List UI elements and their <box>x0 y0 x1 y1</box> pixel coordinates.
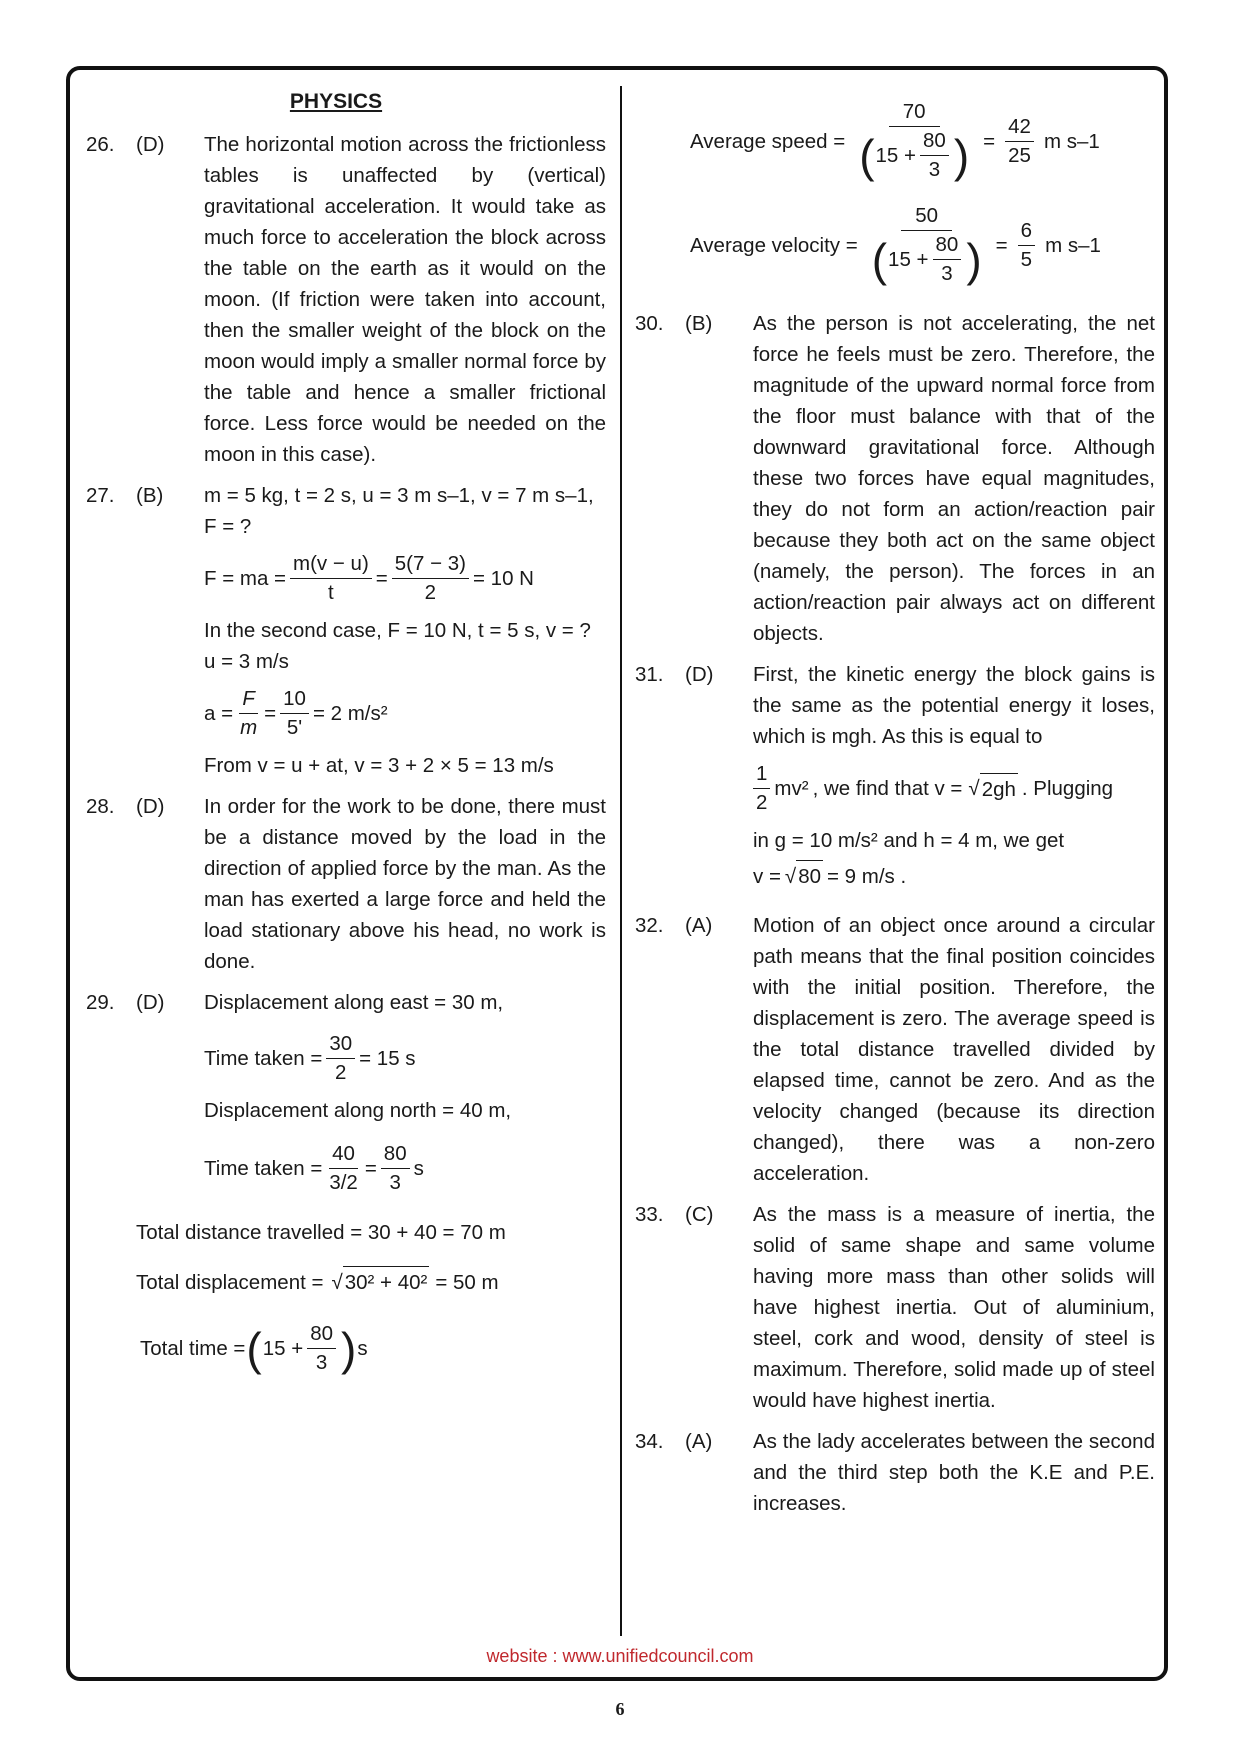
kinetic-energy-line <box>753 760 1155 817</box>
explanation <box>204 987 606 1205</box>
fraction <box>392 550 469 607</box>
explanation-text: . Plugging <box>1021 777 1114 800</box>
denominator <box>868 231 986 288</box>
question-number: 31. <box>635 663 664 686</box>
explanation-text: , we find that v = <box>812 777 963 800</box>
force-equation <box>204 550 606 607</box>
equals: = <box>983 129 996 153</box>
numerator: 1 <box>753 760 770 789</box>
question-26 <box>86 129 606 470</box>
question-32 <box>635 910 1155 1189</box>
explanation: As the person is not accelerating, the net force he feels must be zero. Therefore, the magnitude of the upward normal force from the floor must balance with that of the downward gravitational force. Although these two forces have equal magnitudes, they do not form an action/reaction pair because they both act on the same object (namely, the person). The forces in an action/reaction pair always act on different objects. <box>753 312 1155 645</box>
eq-rhs: = 10 N <box>473 567 534 590</box>
denominator: 2 <box>756 791 768 814</box>
right-column <box>635 82 1155 1529</box>
numerator: 40 <box>329 1140 358 1169</box>
question-number: 26. <box>86 133 115 156</box>
term: mv² <box>774 777 809 800</box>
eq-lhs: Total time = <box>140 1337 246 1360</box>
fraction <box>920 127 949 184</box>
numerator: 10 <box>280 685 309 714</box>
displacement-north: Displacement along north = 40 m, <box>204 1099 512 1122</box>
eq-rhs: = 9 m/s . <box>827 864 907 888</box>
eq-lhs: Average velocity = <box>690 233 858 257</box>
denominator: 5' <box>286 716 303 739</box>
fraction <box>1018 217 1035 274</box>
radicand: 2gh <box>980 773 1018 805</box>
term: 15 + <box>262 1337 304 1360</box>
velocity-result <box>753 860 1155 892</box>
question-number: 30. <box>635 312 664 335</box>
answer-option: (B) <box>136 484 164 507</box>
left-paren: ( <box>859 129 875 182</box>
initial-velocity: u = 3 m/s <box>204 650 289 673</box>
average-speed-equation <box>690 98 1155 184</box>
question-30 <box>635 308 1155 649</box>
sqrt-sign: √ <box>784 864 797 888</box>
fraction <box>326 1030 355 1087</box>
explanation: In order for the work to be done, there must be a distance moved by the load in the direction of applied force by the man. As the man has exerted a large force and held the load stationary above his head, no work is done. <box>204 795 606 973</box>
radicand: 80 <box>796 860 823 892</box>
denominator: 5 <box>1020 247 1033 271</box>
numerator: 80 <box>920 127 949 156</box>
final-velocity: From v = u + at, v = 3 + 2 × 5 = 13 m/s <box>204 754 554 777</box>
numerator: 6 <box>1018 217 1035 246</box>
eq-lhs: F = ma = <box>204 567 287 590</box>
term: 15 + <box>888 247 929 271</box>
denominator: 3/2 <box>329 1171 358 1194</box>
numerator: m(v − u) <box>290 550 372 579</box>
eq-rhs: s <box>357 1337 368 1360</box>
denominator: 3 <box>315 1351 328 1374</box>
unit: m s–1 <box>1043 129 1100 153</box>
numerator: 30 <box>326 1030 355 1059</box>
denominator: 2 <box>335 1061 347 1084</box>
radicand: 30² + 40² <box>343 1266 430 1298</box>
total-distance: Total distance travelled = 30 + 40 = 70 m <box>136 1221 506 1244</box>
question-number: 28. <box>86 795 115 818</box>
page-number: 6 <box>615 1699 625 1719</box>
right-paren: ) <box>966 233 982 286</box>
explanation <box>753 659 1155 900</box>
unit: m s–1 <box>1045 233 1101 257</box>
answer-option: (D) <box>136 133 165 156</box>
eq-lhs: Total displacement = <box>136 1270 324 1294</box>
denominator: 3 <box>389 1171 401 1194</box>
question-number: 29. <box>86 991 115 1014</box>
numerator: 80 <box>933 231 962 260</box>
numerator: 80 <box>381 1140 410 1169</box>
total-displacement-equation <box>136 1266 606 1298</box>
fraction <box>1005 113 1034 170</box>
explanation: As the mass is a measure of inertia, the solid of same shape and same volume having more mass than other solids will have highest inertia. Out of aluminium, steel, cork and wood, density of steel is maximum. Therefore, solid made up of steel would have highest inertia. <box>753 1203 1155 1412</box>
equals: = <box>375 567 388 590</box>
denominator: 25 <box>1008 143 1031 167</box>
explanation: Motion of an object once around a circular path means that the final position coincides with the initial position. Therefore, the displacement is zero. The average speed is the total distance travelled divided by elapsed time, cannot be zero. And as the velocity changed (because its direction changed), there was a non-zero acceleration. <box>753 914 1155 1185</box>
question-27 <box>86 480 606 781</box>
explanation: As the lady accelerates between the second and the third step both the K.E and P.E. increases. <box>753 1430 1155 1515</box>
column-divider <box>620 86 622 1636</box>
term: 15 + <box>875 143 917 167</box>
answer-option: (B) <box>685 312 713 335</box>
answer-option: (C) <box>685 1203 714 1226</box>
question-33 <box>635 1199 1155 1416</box>
equals: = <box>995 233 1008 257</box>
answer-option: (D) <box>136 795 165 818</box>
question-number: 33. <box>635 1203 664 1226</box>
eq-rhs: = 50 m <box>435 1270 499 1294</box>
question-29 <box>86 987 606 1205</box>
left-paren: ( <box>871 233 888 286</box>
fraction <box>290 550 372 607</box>
question-number: 34. <box>635 1430 664 1453</box>
numerator: F <box>239 685 258 714</box>
eq-lhs: v = <box>753 864 781 888</box>
explanation-text: First, the kinetic energy the block gains is the same as the potential energy it loses, which is mgh. As this is equal to <box>753 663 1155 748</box>
question-number: 27. <box>86 484 115 507</box>
sqrt-sign: √ <box>331 1270 343 1294</box>
fraction <box>237 685 260 742</box>
denominator: t <box>328 581 334 604</box>
second-case: In the second case, F = 10 N, t = 5 s, v = ? <box>204 619 591 642</box>
website-footer[interactable]: website : www.unifiedcouncil.com <box>486 1646 754 1666</box>
denominator <box>855 127 973 184</box>
numerator: 5(7 − 3) <box>392 550 469 579</box>
question-29-continued <box>86 1217 606 1377</box>
acceleration-equation <box>204 685 606 742</box>
fraction <box>855 98 973 184</box>
question-28 <box>86 791 606 977</box>
explanation-text: in g = 10 m/s² and h = 4 m, we get <box>753 829 1065 852</box>
eq-lhs: Time taken = <box>204 1047 323 1070</box>
given-values: m = 5 kg, t = 2 s, u = 3 m s–1, v = 7 m s–1, F = ? <box>204 484 594 538</box>
left-column <box>86 82 606 1385</box>
fraction <box>381 1140 410 1197</box>
displacement-east: Displacement along east = 30 m, <box>204 991 504 1014</box>
fraction <box>326 1140 361 1197</box>
fraction <box>868 202 986 288</box>
numerator: 50 <box>901 202 952 231</box>
answer-option: (D) <box>685 663 714 686</box>
numerator: 42 <box>1005 113 1034 142</box>
equals: = <box>364 1157 377 1180</box>
answer-option: (A) <box>685 1430 713 1453</box>
left-paren: ( <box>246 1322 262 1375</box>
question-29-averages <box>635 98 1155 288</box>
question-31 <box>635 659 1155 900</box>
eq-lhs: a = <box>204 702 234 725</box>
total-time-equation <box>136 1320 606 1377</box>
explanation <box>204 480 606 781</box>
right-paren: ) <box>341 1322 357 1375</box>
denominator: 2 <box>424 581 437 604</box>
fraction <box>933 231 962 288</box>
time-east-equation <box>204 1030 606 1087</box>
numerator: 80 <box>307 1320 336 1349</box>
eq-rhs: = 15 s <box>359 1047 416 1070</box>
fraction <box>753 760 770 817</box>
denominator: 3 <box>941 262 953 285</box>
fraction <box>280 685 309 742</box>
average-velocity-equation <box>690 202 1155 288</box>
eq-lhs: Time taken = <box>204 1157 323 1180</box>
time-north-equation <box>204 1140 606 1197</box>
denominator: m <box>240 716 258 739</box>
eq-lhs: Average speed = <box>690 129 846 153</box>
numerator: 70 <box>889 98 940 127</box>
answer-option: (D) <box>136 991 165 1014</box>
right-paren: ) <box>953 129 970 182</box>
explanation: The horizontal motion across the frictionless tables is unaffected by (vertical) gravitational acceleration. It would take as much force to acceleration the block across the table on the earth as it would on the moon. (If friction were taken into account, then the smaller weight of the block on the moon would imply a smaller normal force by the table and hence a smaller frictional force. Less force would be needed on the moon in this case). <box>204 133 606 466</box>
eq-rhs: s <box>413 1157 424 1180</box>
denominator: 3 <box>928 158 941 181</box>
fraction <box>307 1320 336 1377</box>
answer-option: (A) <box>685 914 713 937</box>
question-number: 32. <box>635 914 664 937</box>
question-34 <box>635 1426 1155 1519</box>
section-heading: PHYSICS <box>289 90 383 113</box>
sqrt-sign: √ <box>968 777 980 800</box>
equals: = <box>264 702 277 725</box>
eq-rhs: = 2 m/s² <box>312 702 388 725</box>
